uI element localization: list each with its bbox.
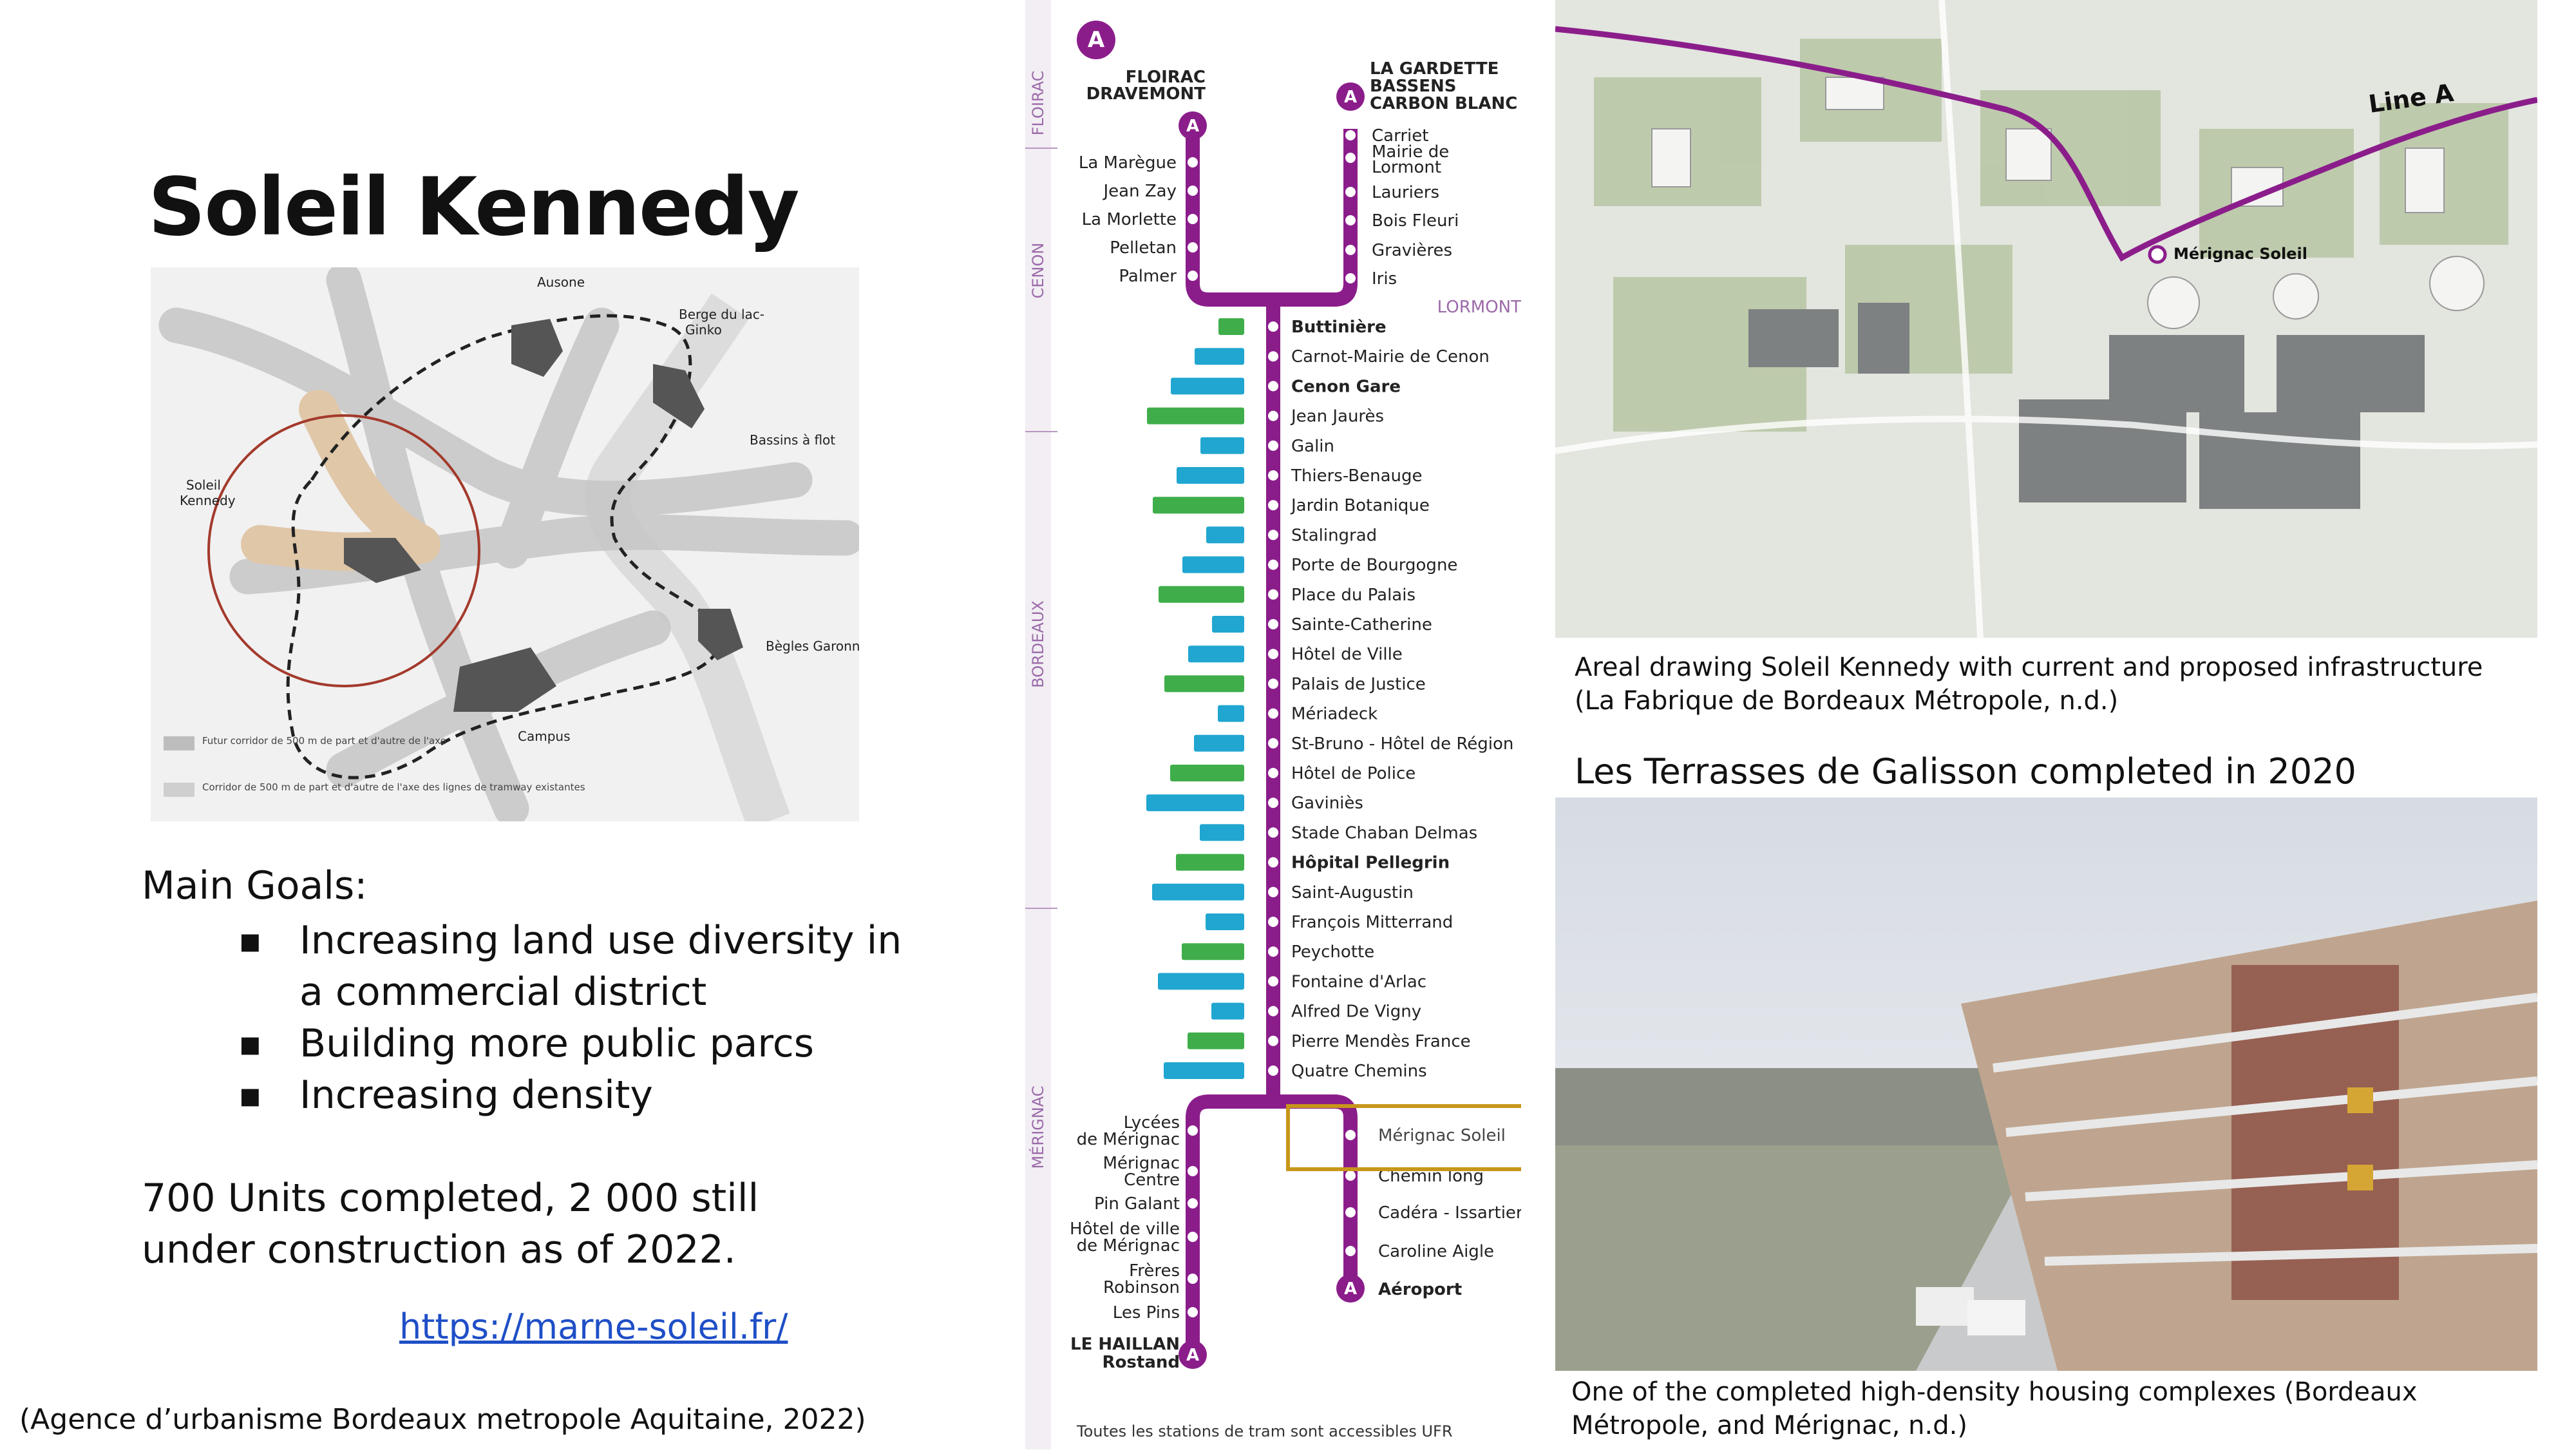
station-label: Hôtel de Ville [1291, 645, 1403, 665]
connection-badges [1200, 824, 1244, 841]
station-dot [1268, 530, 1278, 540]
aerial-line-label: Line A [2367, 78, 2456, 119]
connection-badges [1211, 1003, 1244, 1020]
station-label: Pierre Mendès France [1291, 1031, 1471, 1051]
station-dot [1268, 887, 1278, 897]
zone-label: FLOIRAC [1029, 70, 1047, 136]
connection-badges [1206, 913, 1244, 930]
connection-badges [1195, 348, 1244, 365]
station-label: Iris [1372, 269, 1397, 289]
station-dot [1268, 441, 1278, 451]
line-a-badge-letter: A [1087, 27, 1105, 53]
station-label: Palmer [1119, 267, 1177, 286]
station-dot [1345, 1246, 1356, 1256]
legend-future-corridor: Futur corridor de 500 m de part et d'autre de l'axe [202, 735, 446, 747]
station-dot [1268, 678, 1278, 689]
station-dot [1268, 1006, 1278, 1017]
label-berge: Berge du lac-Ginko [679, 307, 765, 338]
station-dot [1268, 768, 1278, 778]
station-label: Peychotte [1291, 942, 1375, 962]
station-label: Jardin Botanique [1291, 496, 1430, 516]
station-dot [1268, 619, 1278, 629]
station-dot [1188, 1232, 1198, 1242]
connection-badges [1176, 854, 1244, 871]
station-dot [1268, 798, 1278, 808]
station-label: Hôtel de ville de Mérignac [1070, 1219, 1180, 1256]
station-label: Bois Fleuri [1372, 211, 1459, 231]
station-label: François Mitterrand [1291, 913, 1454, 932]
station-dot [1188, 214, 1198, 224]
zone-label-lormont: LORMONT [1437, 298, 1521, 317]
legend-existing-corridor: Corridor de 500 m de part et d'autre de l'axe des lignes de tramway existantes [202, 781, 585, 793]
station-label: Mairie de Lormont [1372, 142, 1450, 177]
station-label: Gravières [1372, 241, 1453, 260]
connection-badges [1170, 765, 1244, 781]
station-dot [1188, 1125, 1198, 1136]
station-dot [1268, 381, 1278, 391]
station-dot [1188, 1307, 1198, 1317]
station-label-merignac-soleil: Mérignac Soleil [1378, 1126, 1506, 1145]
station-dot [1345, 215, 1356, 225]
terminal-floirac-letter: A [1186, 117, 1200, 136]
project-website-link[interactable]: https://marne-soleil.fr/ [399, 1306, 788, 1347]
aerial-station-label: Mérignac Soleil [2174, 245, 2307, 263]
connection-badges [1212, 616, 1244, 633]
station-dot [1268, 351, 1278, 361]
label-bassins: Bassins à flot [750, 432, 836, 448]
station-label: Pin Galant [1094, 1194, 1180, 1214]
label-ausone: Ausone [537, 274, 585, 290]
station-label: Cadéra - Issartier [1378, 1203, 1521, 1223]
station-label: Chemin long [1378, 1167, 1484, 1186]
station-dot [1268, 946, 1278, 957]
station-label: Hôpital Pellegrin [1291, 853, 1450, 873]
station-label: Lycées de Mérignac [1076, 1113, 1180, 1149]
station-label: Les Pins [1112, 1303, 1180, 1323]
station-dot [1268, 976, 1278, 986]
zone-label: BORDEAUX [1029, 600, 1047, 688]
goal-item: ▪ Increasing land use diversity in a commercial district [238, 915, 934, 1018]
station-label: Alfred De Vigny [1291, 1002, 1422, 1022]
station-label: Buttinière [1291, 318, 1387, 337]
station-dot [1345, 153, 1356, 163]
station-label: Cenon Gare [1291, 377, 1401, 397]
connection-badges [1206, 526, 1244, 543]
connection-badges [1218, 318, 1244, 335]
station-dot [1345, 130, 1356, 140]
goals-heading: Main Goals: [142, 863, 368, 908]
connection-badges [1158, 973, 1244, 989]
station-dot [1188, 1166, 1198, 1176]
terminal-label-carbon-blanc: LA GARDETTE BASSENS CARBON BLANC [1370, 59, 1518, 113]
connection-badges [1164, 675, 1244, 692]
station-label: Lauriers [1372, 183, 1440, 202]
station-label: Gaviniès [1291, 794, 1363, 814]
station-dot [1345, 1207, 1356, 1218]
station-label: Pelletan [1110, 238, 1177, 258]
station-dot [1345, 187, 1356, 197]
station-dot [1188, 186, 1198, 196]
connection-badges [1188, 1033, 1244, 1049]
zone-label: CENON [1029, 242, 1047, 299]
photo-title: Les Terrasses de Galisson completed in 2020 [1575, 751, 2356, 792]
station-dot [1345, 245, 1356, 255]
connection-badges [1188, 645, 1244, 662]
station-dot [1268, 1065, 1278, 1076]
station-dot [1268, 649, 1278, 659]
station-label: Saint-Augustin [1291, 883, 1414, 903]
terminal-carbon-blanc-letter: A [1343, 88, 1358, 107]
site-projects-map [151, 267, 859, 821]
station-dot [1268, 857, 1278, 868]
label-campus: Campus [518, 729, 571, 744]
connection-badges [1164, 1062, 1244, 1079]
station-dot [1345, 1170, 1356, 1181]
connection-badges [1159, 586, 1244, 603]
galisson-photo [1555, 733, 2537, 1371]
station-dot [1268, 500, 1278, 510]
goals-list [238, 915, 934, 1121]
tram-line-a-map [1025, 0, 1521, 1449]
station-dot [1345, 273, 1356, 283]
station-dot [1268, 1036, 1278, 1046]
connection-badges [1177, 467, 1244, 484]
station-label: Hôtel de Police [1291, 764, 1416, 783]
station-dot [1268, 738, 1278, 749]
station-label: Palais de Justice [1291, 674, 1426, 694]
station-label: Carnot-Mairie de Cenon [1291, 347, 1490, 367]
station-label: Stalingrad [1291, 526, 1378, 546]
terminal-label-le-haillan: LE HAILLAN Rostand [1070, 1335, 1180, 1372]
station-label: Mériadeck [1291, 704, 1378, 724]
connection-badges [1200, 437, 1244, 454]
connection-badges [1194, 735, 1244, 752]
units-status-text: 700 Units completed, 2 000 still under construction as of 2022. [142, 1176, 759, 1272]
connection-badges [1152, 884, 1244, 901]
station-label: Mérignac Centre [1103, 1154, 1180, 1190]
station-label: Porte de Bourgogne [1291, 555, 1458, 575]
station-label: Jean Jaurès [1291, 406, 1385, 426]
station-dot [1188, 242, 1198, 253]
terminal-aeroport-letter: A [1343, 1279, 1358, 1299]
station-dot [1268, 917, 1278, 927]
goal-item: ▪ Building more public parcs [238, 1018, 934, 1069]
slide-title: Soleil Kennedy [148, 161, 799, 254]
zone-label: MÉRIGNAC [1029, 1085, 1047, 1169]
left-citation: (Agence d’urbanisme Bordeaux metropole Aquitaine, 2022) [19, 1403, 866, 1436]
station-label: St-Bruno - Hôtel de Région [1291, 734, 1514, 754]
station-label: Caroline Aigle [1378, 1242, 1495, 1261]
label-soleil-kennedy: Soleil Kennedy [180, 477, 236, 508]
station-dot [1268, 589, 1278, 600]
station-dot [1268, 411, 1278, 421]
station-dot [1188, 157, 1198, 167]
station-dot [1268, 470, 1278, 481]
terminal-label-aeroport: Aéroport [1378, 1280, 1463, 1299]
aerial-drawing [1555, 0, 2537, 638]
station-dot [1188, 1198, 1198, 1208]
station-label: Place du Palais [1291, 585, 1416, 605]
aerial-caption: Areal drawing Soleil Kennedy with current and proposed infrastructure (La Fabrique de Bordeaux Métropole, n.d.) [1575, 653, 2483, 716]
station-dot [1268, 827, 1278, 837]
connection-badges [1218, 705, 1244, 722]
connection-badges [1182, 557, 1244, 573]
connection-badges [1146, 794, 1244, 811]
station-dot [1268, 560, 1278, 570]
connection-badges [1171, 377, 1244, 394]
station-label: La Marègue [1078, 153, 1177, 173]
station-label: Stade Chaban Delmas [1291, 823, 1478, 843]
station-label: Fontaine d'Arlac [1291, 972, 1427, 992]
connection-badges [1182, 943, 1244, 960]
station-dot [1188, 1274, 1198, 1284]
terminal-le-haillan-letter: A [1186, 1346, 1200, 1365]
connection-badges [1147, 408, 1244, 425]
station-label: Frères Robinson [1103, 1261, 1180, 1297]
photo-caption: One of the completed high-density housing complexes (Bordeaux Métropole, and Mérignac, n.d.) [1571, 1377, 2418, 1440]
label-begles: Bègles Garonne [766, 638, 859, 654]
station-label: Carriet [1372, 126, 1429, 146]
merignac-soleil-station-marker [2150, 247, 2165, 262]
station-dot [1188, 271, 1198, 281]
connection-badges [1153, 497, 1244, 513]
station-label: La Morlette [1081, 210, 1177, 229]
station-dot [1268, 321, 1278, 332]
station-dot [1268, 709, 1278, 719]
terminal-label-floirac: FLOIRAC DRAVEMONT [1086, 68, 1206, 104]
station-label: Quatre Chemins [1291, 1062, 1427, 1081]
station-label: Thiers-Benauge [1291, 466, 1423, 486]
station-dot [1345, 1130, 1356, 1140]
goal-item: ▪ Increasing density [238, 1069, 934, 1121]
station-label: Sainte-Catherine [1291, 615, 1432, 635]
station-label: Jean Zay [1103, 182, 1177, 201]
tram-footer-note: Toutes les stations de tram sont accessibles UFR [1077, 1422, 1453, 1440]
station-label: Galin [1291, 436, 1335, 456]
